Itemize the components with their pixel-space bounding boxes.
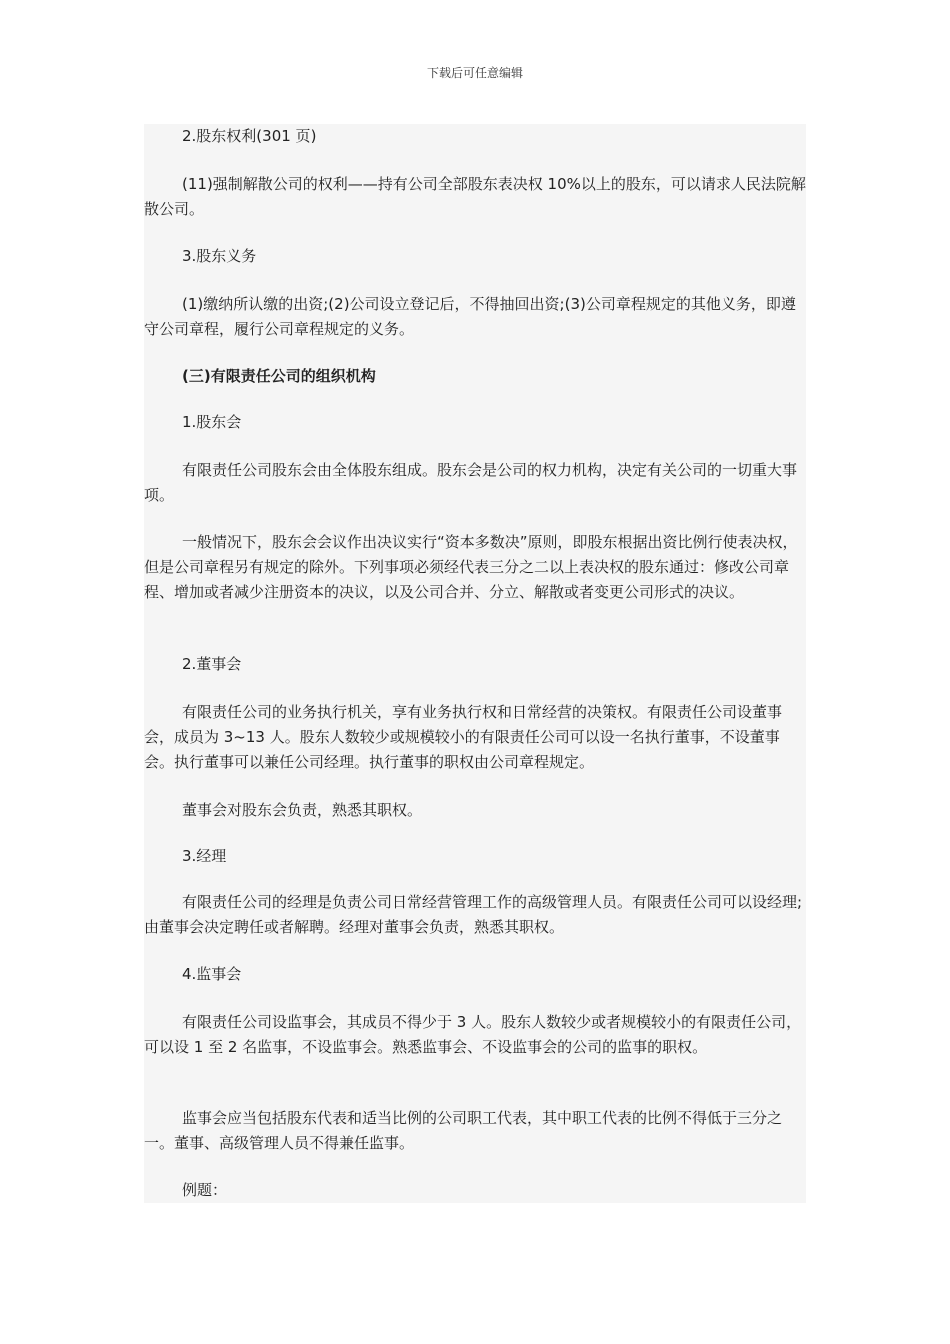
paragraph: 有限责任公司的经理是负责公司日常经营管理工作的高级管理人员。有限责任公司可以设经理;由董事会决定聘任或者解聘。经理对董事会负责，熟悉其职权。 (144, 893, 803, 936)
paragraph: (11)强制解散公司的权利——持有公司全部股东表决权 10%以上的股东，可以请求人民法院解散公司。 (144, 175, 806, 218)
paragraph: 有限责任公司股东会由全体股东组成。股东会是公司的权力机构，决定有关公司的一切重大事项。 (144, 461, 798, 504)
section-heading-board: 2.董事会 (182, 655, 242, 673)
paragraph: 监事会应当包括股东代表和适当比例的公司职工代表，其中职工代表的比例不得低于三分之一。董事、高级管理人员不得兼任监事。 (144, 1109, 783, 1152)
paragraph: 有限责任公司的业务执行机关，享有业务执行权和日常经营的决策权。有限责任公司设董事会，成员为 3~13 人。股东人数较少或规模较小的有限责任公司可以设一名执行董事，不设董事会。执行董事可以兼任公司经理。执行董事的职权由公司章程规定。 (144, 703, 783, 771)
paragraph: (1)缴纳所认缴的出资;(2)公司设立登记后，不得抽回出资;(3)公司章程规定的其他义务，即遵守公司章程，履行公司章程规定的义务。 (144, 295, 796, 338)
paragraph: 董事会对股东会负责，熟悉其职权。 (182, 801, 423, 819)
paragraph: 一般情况下，股东会会议作出决议实行“资本多数决”原则，即股东根据出资比例行使表决权，但是公司章程另有规定的除外。下列事项必须经代表三分之二以上表决权的股东通过：修改公司章程、增加或者减少注册资本的决议，以及公司合并、分立、解散或者变更公司形式的决议。 (144, 533, 798, 601)
section-heading-supervisors: 4.监事会 (182, 965, 242, 983)
example-label: 例题： (182, 1181, 228, 1199)
section-heading-shareholder-duties: 3.股东义务 (182, 247, 257, 265)
section-heading-organization: (三)有限责任公司的组织机构 (182, 367, 376, 385)
section-heading-shareholders-meeting: 1.股东会 (182, 413, 242, 431)
section-heading-manager: 3.经理 (182, 847, 227, 865)
paragraph: 有限责任公司设监事会，其成员不得少于 3 人。股东人数较少或者规模较小的有限责任公司，可以设 1 至 2 名监事，不设监事会。熟悉监事会、不设监事会的公司的监事的职权。 (144, 1013, 802, 1056)
page-header: 下载后可任意编辑 (426, 66, 523, 80)
section-heading-shareholder-rights: 2.股东权利(301 页) (182, 127, 317, 145)
